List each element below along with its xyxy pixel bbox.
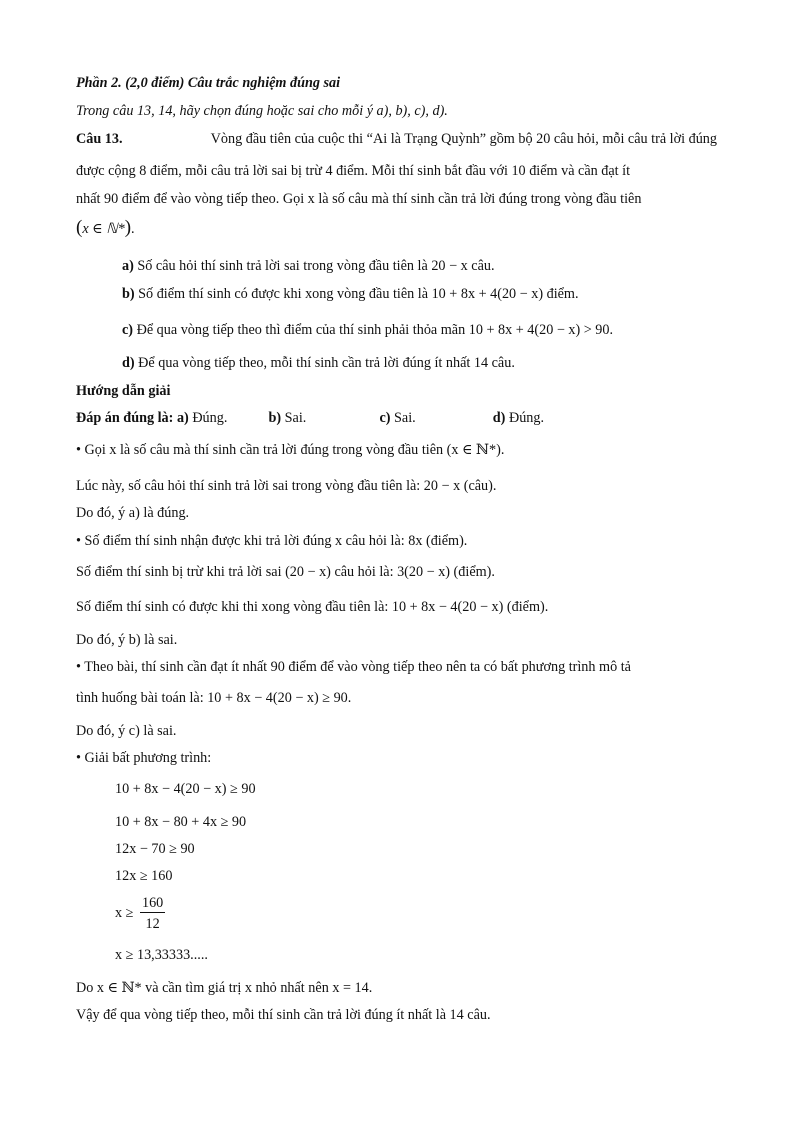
solution-line: • Gọi x là số câu mà thí sinh cần trả lời đúng trong vòng đầu tiên (x ∈ ℕ*). <box>76 442 505 458</box>
option-b-label: b) <box>122 286 135 302</box>
condition-tail: . <box>131 221 135 237</box>
math-step: 12x − 70 ≥ 90 <box>115 841 195 857</box>
fraction-lhs: x ≥ <box>115 904 134 921</box>
option-a-label: a) <box>122 258 134 274</box>
section-instruction: Trong câu 13, 14, hãy chọn đúng hoặc sai cho mỗi ý a), b), c), d). <box>76 103 448 119</box>
section-title: Phần 2. (2,0 điểm) Câu trắc nghiệm đúng sai <box>76 75 341 91</box>
option-d <box>122 354 515 372</box>
fraction <box>140 894 165 933</box>
question-line-2: được cộng 8 điểm, mỗi câu trả lời sai bị trừ 4 điểm. Mỗi thí sinh bắt đầu với 10 điểm và cần đạt ít <box>76 163 631 179</box>
answer-d-value: Đúng. <box>508 410 545 426</box>
solution-line: Số điểm thí sinh bị trừ khi trả lời sai (20 − x) câu hỏi là: 3(20 − x) (điểm). <box>76 564 495 580</box>
option-a-text: Số câu hỏi thí sinh trả lời sai trong vòng đầu tiên là 20 − x câu. <box>137 258 495 274</box>
math-step: 10 + 8x − 80 + 4x ≥ 90 <box>115 814 247 830</box>
fraction-denominator: 12 <box>145 916 160 932</box>
option-b-text: Số điểm thí sinh có được khi xong vòng đầu tiên là 10 + 8x + 4(20 − x) điểm. <box>138 286 579 302</box>
option-d-label: d) <box>122 355 135 371</box>
answer-a-label: a) <box>176 410 189 426</box>
option-c <box>122 321 613 339</box>
solution-line: Do đó, ý b) là sai. <box>76 632 178 648</box>
answer-c-label: c) <box>379 410 391 426</box>
answer-key-label: Đáp án đúng là: <box>76 410 174 426</box>
option-c-label: c) <box>122 322 134 338</box>
solution-line: Lúc này, số câu hỏi thí sinh trả lời sai trong vòng đầu tiên là: 20 − x (câu). <box>76 478 497 494</box>
solution-heading: Hướng dẫn giải <box>76 383 171 399</box>
question-text-1: Vòng đầu tiên của cuộc thi “Ai là Trạng Quỳnh” gồm bộ 20 câu hỏi, mỗi câu trả lời đúng <box>210 131 717 147</box>
math-fraction-step <box>115 894 165 933</box>
answer-b-value: Sai. <box>284 410 307 426</box>
answer-c-value: Sai. <box>394 410 416 426</box>
answer-d-label: d) <box>492 410 506 426</box>
math-step: x ≥ 13,33333..... <box>115 947 208 963</box>
math-step: 10 + 8x − 4(20 − x) ≥ 90 <box>115 781 256 797</box>
answer-key <box>76 409 544 427</box>
question-line-3: nhất 90 điểm để vào vòng tiếp theo. Gọi x là số câu mà thí sinh cần trả lời đúng trong vòng đầu tiên <box>76 191 642 207</box>
answer-a-value: Đúng. <box>192 410 228 426</box>
option-a <box>122 257 495 275</box>
solution-line: • Giải bất phương trình: <box>76 750 212 766</box>
fraction-numerator: 160 <box>141 895 164 911</box>
solution-line: tình huống bài toán là: 10 + 8x − 4(20 − x) ≥ 90. <box>76 690 352 706</box>
option-b <box>122 285 579 303</box>
conclusion-line: Vậy để qua vòng tiếp theo, mỗi thí sinh cần trả lời đúng ít nhất là 14 câu. <box>76 1007 491 1023</box>
solution-line: Do đó, ý c) là sai. <box>76 723 177 739</box>
solution-line: • Theo bài, thí sinh cần đạt ít nhất 90 điểm để vào vòng tiếp theo nên ta có bất phương trình mô tả <box>76 659 631 675</box>
option-c-text: Để qua vòng tiếp theo thì điểm của thí sinh phải thỏa mãn 10 + 8x + 4(20 − x) > 90. <box>136 322 614 338</box>
solution-line: • Số điểm thí sinh nhận được khi trả lời đúng x câu hỏi là: 8x (điểm). <box>76 533 468 549</box>
option-d-text: Để qua vòng tiếp theo, mỗi thí sinh cần trả lời đúng ít nhất 14 câu. <box>138 355 515 371</box>
question-condition: (x ∈ ℕ*). <box>76 217 135 238</box>
question-line-1 <box>76 130 717 148</box>
math-step: 12x ≥ 160 <box>115 868 173 884</box>
solution-line: Do đó, ý a) là đúng. <box>76 505 190 521</box>
question-label: Câu 13. <box>76 131 123 147</box>
solution-line: Số điểm thí sinh có được khi thi xong vòng đầu tiên là: 10 + 8x − 4(20 − x) (điểm). <box>76 599 549 615</box>
condition-expr: x ∈ ℕ* <box>82 221 125 237</box>
answer-b-label: b) <box>268 410 282 426</box>
conclusion-line: Do x ∈ ℕ* và cần tìm giá trị x nhỏ nhất nên x = 14. <box>76 980 373 996</box>
